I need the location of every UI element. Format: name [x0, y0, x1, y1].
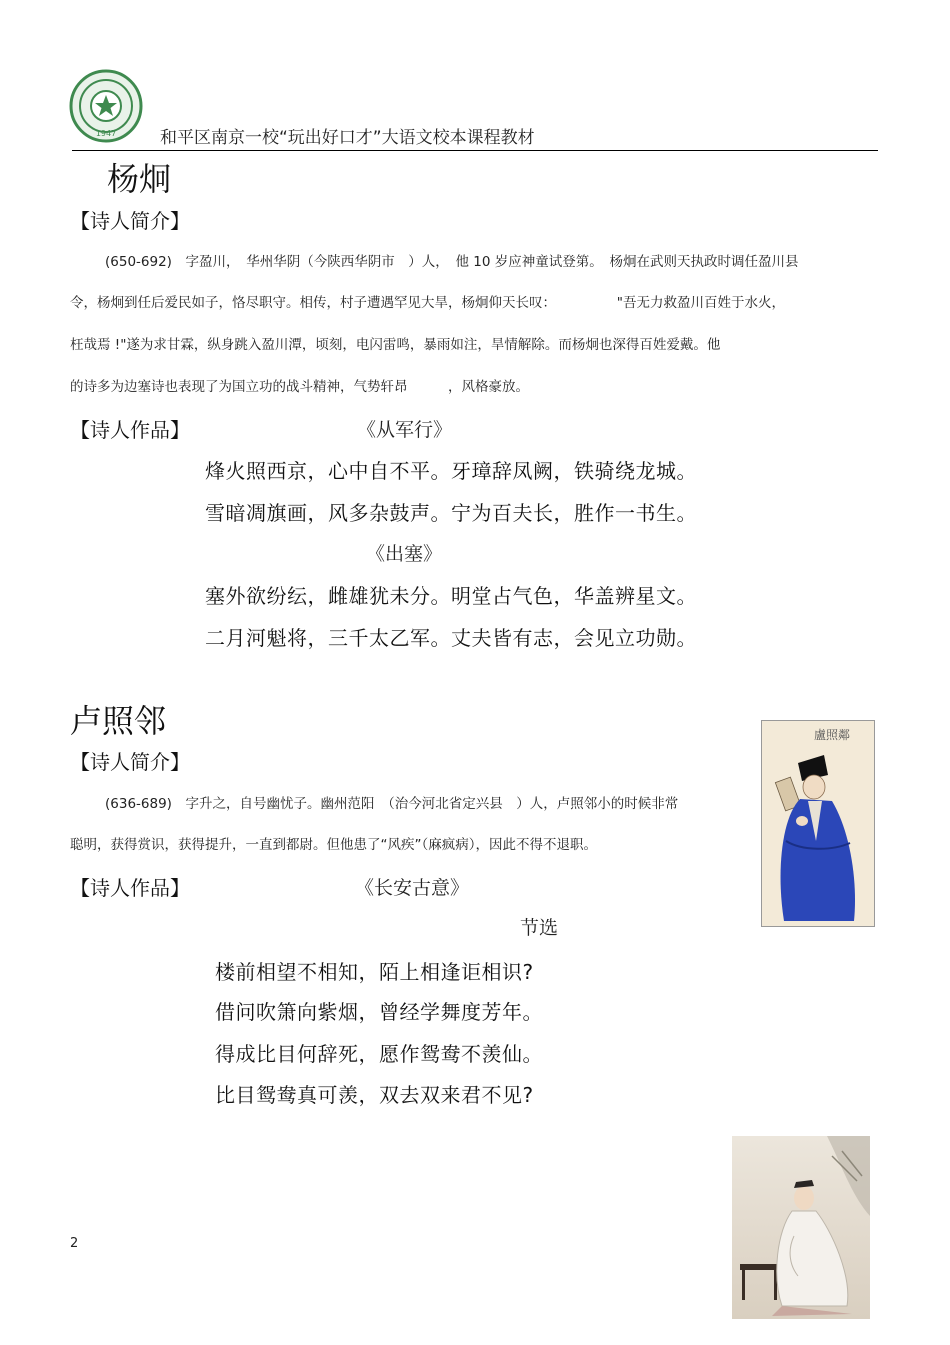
bio-line: 聪明，获得赏识，获得提升，一直到都尉。但他患了“风疾”（麻疯病），因此不得不退职。 — [70, 837, 597, 853]
bio-line: (650-692) 字盈川， 华州华阴（今陕西华阴市 ）人， 他 10 岁应神童试登第。 杨炯在武则天执政时调任盈川县 — [105, 254, 799, 270]
portrait-caption: 盧照鄰 — [813, 728, 851, 742]
bio-line: 令，杨炯到任后爱民如子，恪尽职守。相传，村子遭遇罕见大旱，杨炯仰天长叹： "吾无力救盈川百姓于水火， — [70, 295, 785, 311]
poem-line: 借问吹箫向紫烟，曾经学舞度芳年。 — [215, 1000, 543, 1024]
intro-heading: 【诗人简介】 — [70, 750, 190, 774]
bio-line: 枉哉焉 !"遂为求甘霖，纵身跳入盈川潭，顷刻，电闪雷鸣，暴雨如注，旱情解除。而杨炯也深得百姓爱戴。他 — [70, 337, 721, 353]
bio-line: 的诗多为边塞诗也表现了为国立功的战斗精神，气势轩昂 ，风格豪放。 — [70, 379, 529, 395]
portrait-luzhaolin — [761, 720, 875, 927]
poem-subtitle: 节选 — [520, 917, 559, 939]
poem-line: 二月河魁将，三千太乙军。丈夫皆有志，会见立功勋。 — [205, 626, 697, 650]
page-number: 2 — [70, 1236, 79, 1251]
poem-line: 烽火照西京，心中自不平。牙璋辞凤阙，铁骑绕龙城。 — [205, 459, 697, 483]
svg-text:1947: 1947 — [95, 129, 117, 138]
school-logo — [69, 69, 143, 143]
poem-line: 塞外欲纷纭，雌雄犹未分。明堂占气色，华盖辨星文。 — [205, 584, 697, 608]
poem-line: 比目鸳鸯真可羡，双去双来君不见? — [215, 1083, 534, 1107]
header-title: 和平区南京一校“玩出好口才”大语文校本课程教材 — [160, 128, 535, 148]
poem-line: 雪暗凋旗画，风多杂鼓声。宁为百夫长，胜作一书生。 — [205, 501, 697, 525]
poem-title: 《长安古意》 — [355, 877, 470, 899]
poet-name-luzhaolin: 卢照邻 — [70, 702, 167, 740]
works-heading: 【诗人作品】 — [70, 418, 190, 442]
intro-heading: 【诗人简介】 — [70, 209, 190, 233]
poem-title: 《出塞》 — [366, 543, 443, 565]
works-heading: 【诗人作品】 — [70, 876, 190, 900]
poem-line: 得成比目何辞死，愿作鸳鸯不羡仙。 — [215, 1042, 543, 1066]
poem-title: 《从军行》 — [357, 419, 453, 441]
poet-name-yangjiong: 杨炯 — [107, 160, 172, 198]
header-divider — [72, 150, 878, 151]
poem-line: 楼前相望不相知，陌上相逢讵相识? — [215, 960, 534, 984]
bio-line: (636-689) 字升之，自号幽忧子。幽州范阳 （治今河北省定兴县 ）人，卢照邻小的时候非常 — [105, 796, 679, 812]
scholar-painting — [732, 1136, 870, 1319]
